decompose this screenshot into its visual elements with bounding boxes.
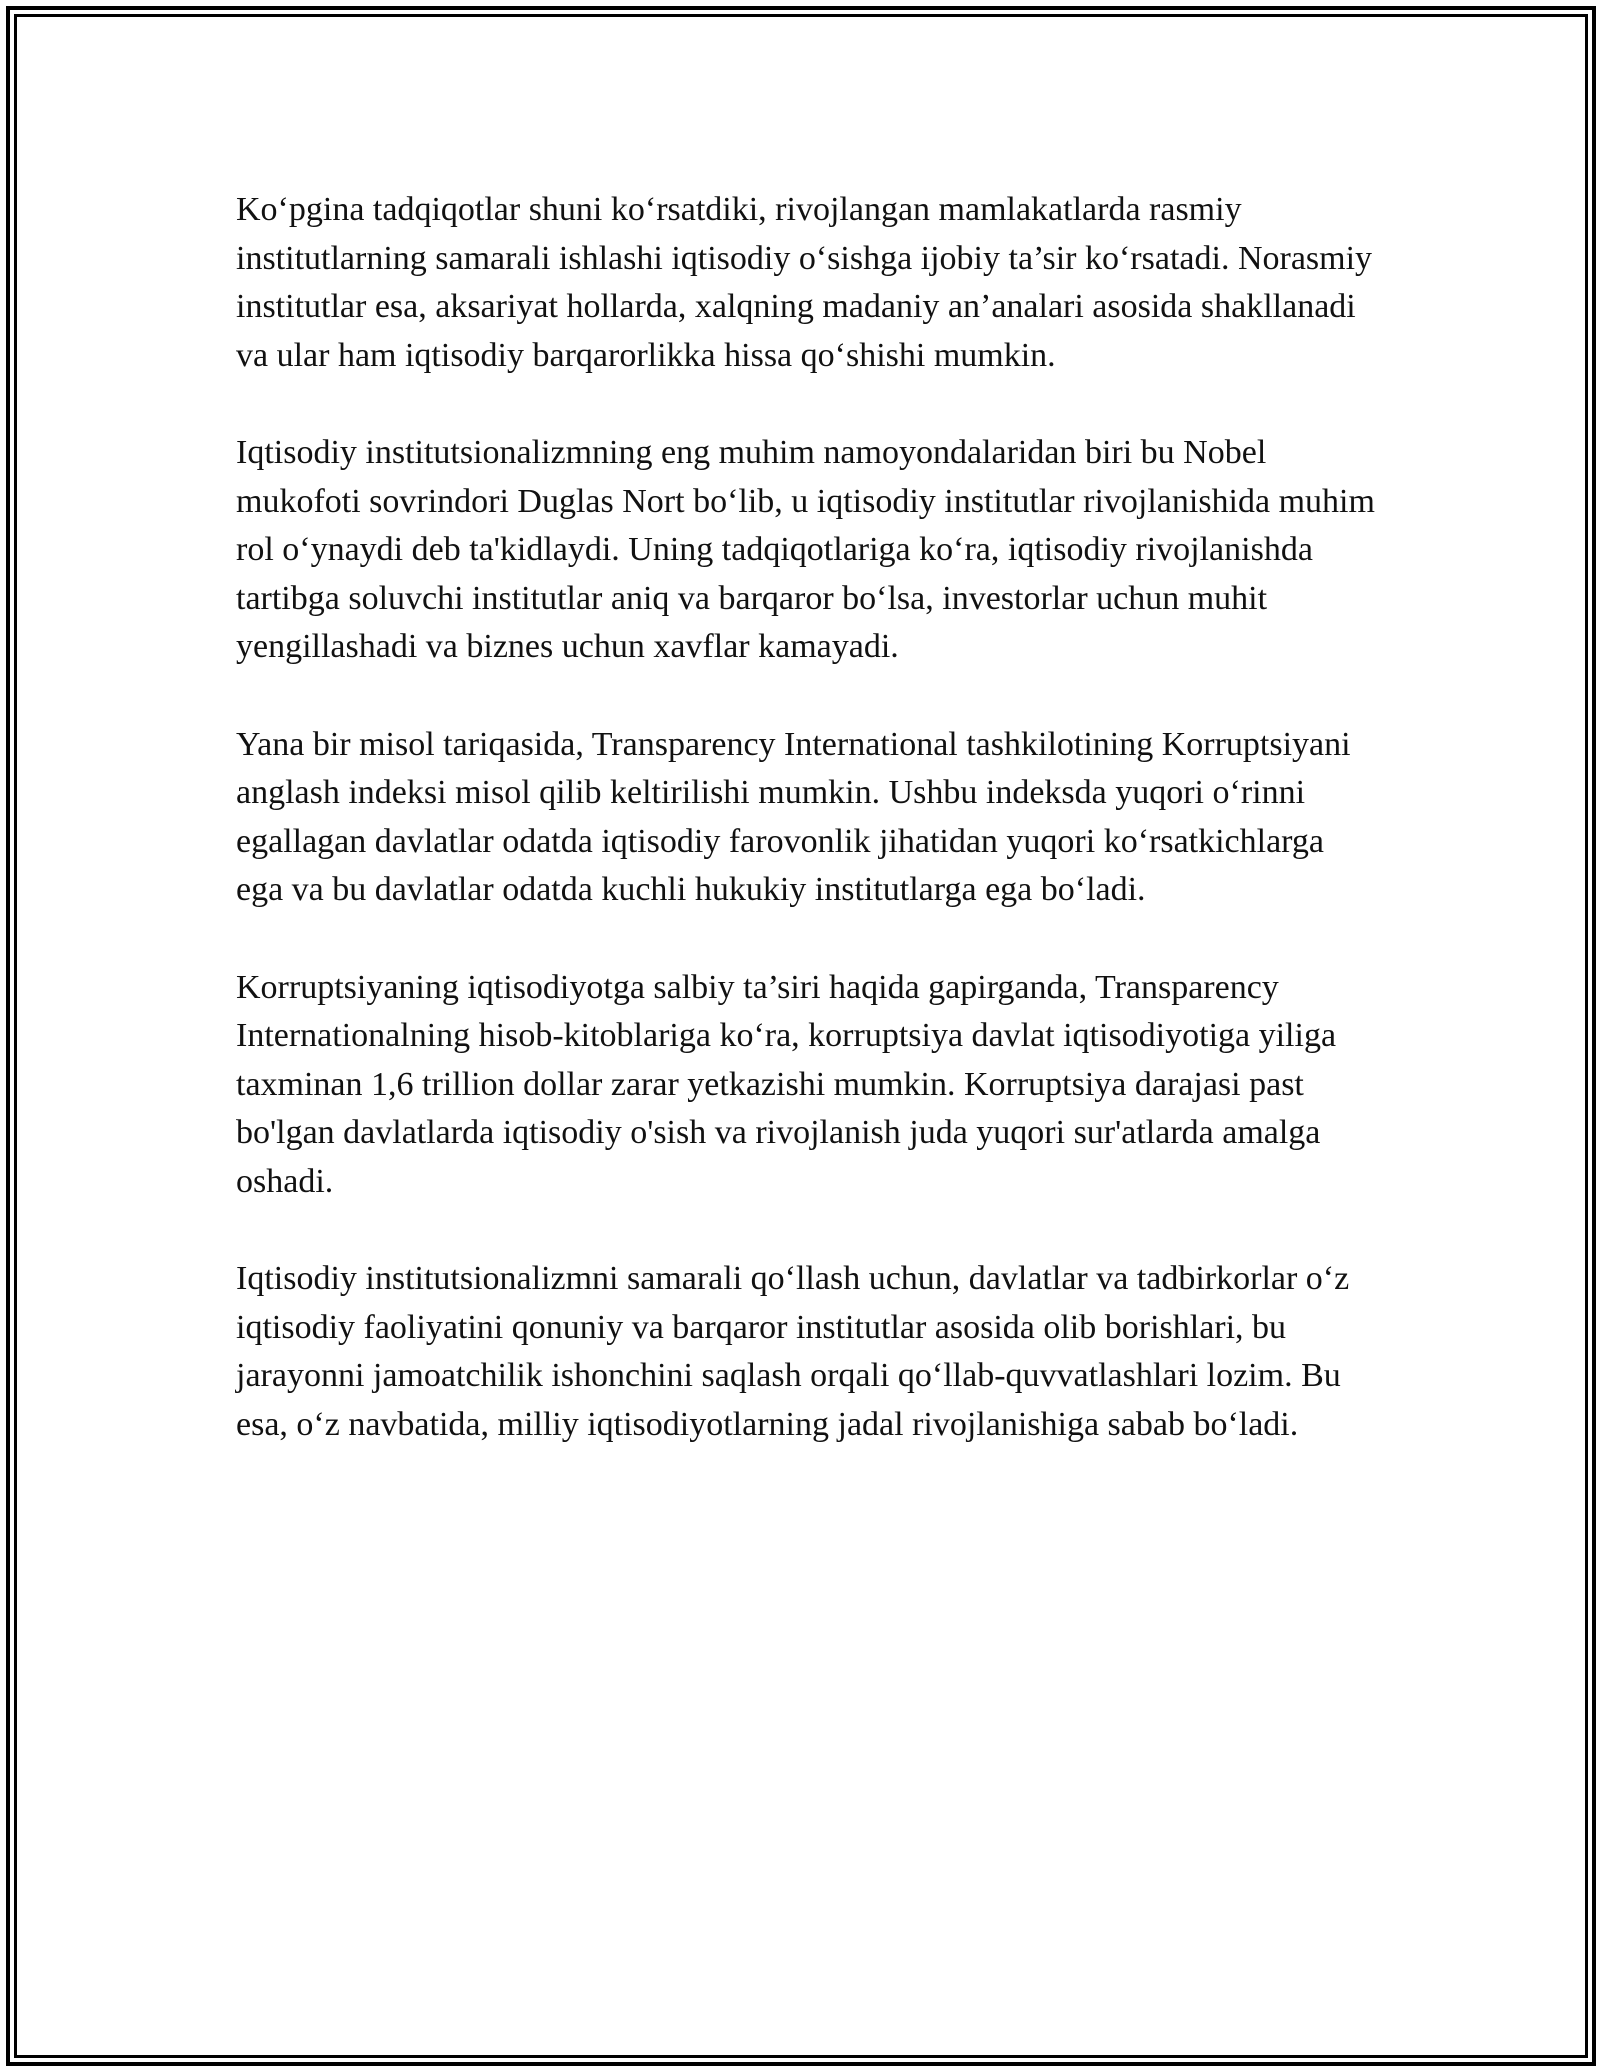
- document-body: [236, 186, 1376, 1498]
- paragraph-3: Yana bir misol tariqasida, Transparency International tashkilotining Korruptsiyani anglash indeksi misol qilib keltirilishi mumkin. Ushbu indeksda yuqori o‘rinni egallagan davlatlar odatda iqtisodiy farovonlik jihatidan yuqori ko‘rsatkichlarga ega va bu davlatlar odatda kuchli hukukiy institutlarga ega bo‘ladi.: [236, 725, 1351, 908]
- paragraph-5: Iqtisodiy institutsionalizmni samarali qo‘llash uchun, davlatlar va tadbirkorlar o‘z iqtisodiy faoliyatini qonuniy va barqaror institutlar asosida olib borishlari, bu jarayonni jamoatchilik ishonchini saqlash orqali qo‘llab-quvvatlashlari lozim. Bu esa, o‘z navbatida, milliy iqtisodiyotlarning jadal rivojlanishiga sabab bo‘ladi.: [236, 1260, 1350, 1443]
- paragraph-4: Korruptsiyaning iqtisodiyotga salbiy ta’siri haqida gapirganda, Transparency Internationalning hisob-kitoblariga ko‘ra, korruptsiya davlat iqtisodiyotiga yiliga taxminan 1,6 trillion dollar zarar yetkazishi mumkin. Korruptsiya darajasi past bo'lgan davlatlarda iqtisodiy o'sish va rivojlanish juda yuqori sur'atlarda amalga oshadi.: [236, 968, 1337, 1200]
- paragraph-1: Ko‘pgina tadqiqotlar shuni ko‘rsatdiki, rivojlangan mamlakatlarda rasmiy institutlarning samarali ishlashi iqtisodiy o‘sishga ijobiy ta’sir ko‘rsatadi. Norasmiy institutlar esa, aksariyat hollarda, xalqning madaniy an’analari asosida shakllanadi va ular ham iqtisodiy barqarorlikka hissa qo‘shishi mumkin.: [236, 191, 1373, 374]
- paragraph-2: Iqtisodiy institutsionalizmning eng muhim namoyondalaridan biri bu Nobel mukofoti sovrindori Duglas Nort bo‘lib, u iqtisodiy institutlar rivojlanishida muhim rol o‘ynaydi deb ta'kidlaydi. Uning tadqiqotlariga ko‘ra, iqtisodiy rivojlanishda tartibga soluvchi institutlar aniq va barqaror bo‘lsa, investorlar uchun muhit yengillashadi va biznes uchun xavflar kamayadi.: [236, 434, 1375, 665]
